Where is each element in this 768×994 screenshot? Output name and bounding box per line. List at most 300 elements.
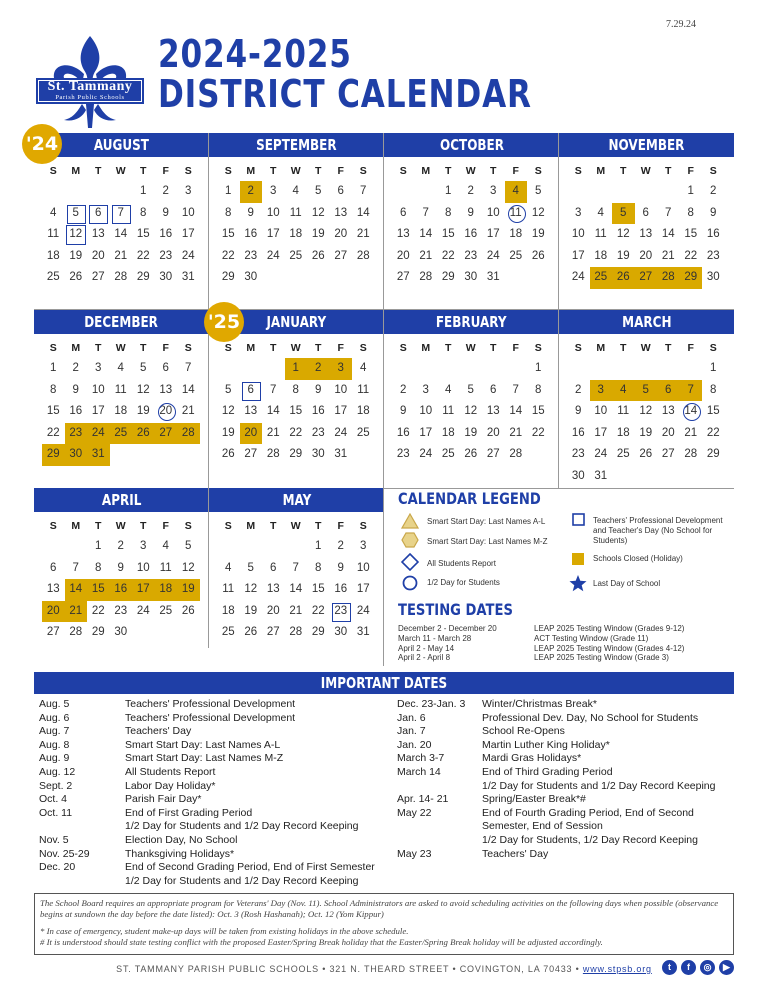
day-cell: 29 bbox=[289, 448, 303, 460]
day-cell: 4 bbox=[360, 362, 367, 374]
weekday-label: T bbox=[665, 342, 672, 354]
day-cell: 13 bbox=[91, 228, 105, 240]
weekday-label: S bbox=[49, 165, 57, 177]
day-cell: 11 bbox=[617, 405, 630, 417]
day-cell: 9 bbox=[117, 561, 124, 574]
important-date-row bbox=[397, 698, 597, 712]
day-cell: 17 bbox=[334, 405, 348, 417]
day-cell: 14 bbox=[289, 583, 303, 595]
day-grid bbox=[34, 161, 209, 289]
day-cell: 21 bbox=[289, 604, 303, 617]
day-cell: 25 bbox=[616, 448, 630, 460]
important-date-row bbox=[397, 834, 698, 848]
day-cell: 20 bbox=[240, 423, 263, 445]
day-cell: 29 bbox=[706, 448, 720, 460]
day-cell: 16 bbox=[396, 426, 410, 439]
day-cell: 13 bbox=[639, 228, 653, 240]
day-cell: 10 bbox=[266, 206, 280, 219]
month-header bbox=[559, 310, 734, 334]
testing-date: December 2 - December 20 bbox=[398, 624, 497, 633]
important-date-row bbox=[397, 807, 694, 821]
day-cell: 28 bbox=[657, 267, 680, 289]
empty-cell bbox=[217, 358, 240, 380]
month-header bbox=[34, 310, 209, 334]
important-event: Mardi Gras Holidays* bbox=[482, 752, 582, 765]
day-cell: 14 bbox=[419, 228, 433, 240]
empty-cell bbox=[590, 358, 613, 380]
weekday-label: W bbox=[290, 342, 301, 354]
empty-cell bbox=[285, 536, 308, 558]
day-cell: 8 bbox=[687, 206, 694, 219]
important-event: Thanksgiving Holidays* bbox=[125, 847, 235, 860]
important-date-row bbox=[39, 807, 252, 821]
day-cell: 22 ★ bbox=[307, 601, 330, 623]
day-cell: 6 bbox=[642, 206, 649, 219]
day-cell: 21 bbox=[661, 249, 675, 262]
day-cell: 30 bbox=[706, 271, 720, 283]
day-cell: 22 bbox=[46, 426, 60, 439]
important-date: Aug. 9 bbox=[39, 752, 70, 765]
important-date-row bbox=[397, 780, 715, 794]
month-header bbox=[384, 310, 559, 334]
day-cell: 30 bbox=[334, 626, 348, 638]
day-cell: 31 bbox=[486, 271, 500, 283]
month-april bbox=[34, 488, 209, 644]
day-cell: 29 bbox=[680, 267, 703, 289]
triangle-legend-icon bbox=[401, 513, 419, 529]
important-event: Election Day, No School bbox=[125, 834, 238, 846]
month-name: MAY bbox=[282, 491, 311, 509]
legend-schools-closed: Schools Closed (Holiday) bbox=[593, 554, 683, 563]
month-header bbox=[209, 133, 384, 157]
important-event: Labor Day Holiday* bbox=[125, 779, 216, 792]
weekday-label: T bbox=[445, 165, 452, 177]
day-cell: 31 bbox=[181, 271, 195, 283]
day-cell: 21 bbox=[419, 249, 433, 262]
important-event: Professional Dev. Day, No School for Students bbox=[482, 711, 699, 724]
diamond-legend-icon bbox=[401, 553, 419, 571]
month-header bbox=[209, 488, 384, 512]
day-cell: 17 bbox=[266, 228, 280, 240]
day-cell: 1 bbox=[225, 185, 232, 197]
important-date-row bbox=[39, 698, 295, 712]
weekday-label: M bbox=[596, 342, 606, 354]
weekday-label: M bbox=[246, 520, 256, 532]
weekday-label: T bbox=[315, 165, 322, 177]
day-cell: 1 bbox=[95, 540, 102, 552]
day-cell: 26 bbox=[69, 271, 83, 283]
important-event: Spring/Easter Break*# bbox=[482, 793, 586, 806]
important-date-row bbox=[39, 875, 358, 889]
legend-smart-start-mz: Smart Start Day: Last Names M-Z bbox=[427, 537, 548, 546]
day-cell: 14 bbox=[661, 228, 675, 240]
month-february bbox=[384, 310, 559, 466]
weekday-label: M bbox=[246, 165, 256, 177]
day-cell: 27 bbox=[155, 423, 178, 445]
day-cell: 7 bbox=[680, 380, 703, 402]
day-cell: 15 bbox=[311, 583, 325, 595]
day-cell: 14 bbox=[181, 383, 195, 396]
important-event: End of Fourth Grading Period, End of Second bbox=[482, 806, 694, 819]
day-cell: 15 bbox=[706, 405, 720, 417]
day-cell: 17 bbox=[419, 426, 433, 439]
weekday-label: S bbox=[574, 165, 582, 177]
day-cell: 2 bbox=[307, 358, 330, 380]
month-may bbox=[209, 488, 384, 644]
day-cell: 22 bbox=[706, 426, 720, 439]
day-cell: 12 bbox=[639, 405, 653, 417]
day-cell: 21 bbox=[181, 405, 195, 417]
day-cell: 16 bbox=[464, 228, 478, 240]
weekday-label: S bbox=[709, 342, 717, 354]
footer-address bbox=[0, 964, 768, 974]
day-cell: 6 bbox=[400, 206, 407, 219]
day-cell: 13 bbox=[244, 405, 258, 417]
important-event: 1/2 Day for Students and 1/2 Day Record Keeping bbox=[482, 779, 716, 792]
weekday-label: S bbox=[534, 165, 542, 177]
month-name: SEPTEMBER bbox=[256, 136, 337, 154]
day-cell: 27 bbox=[46, 626, 60, 638]
empty-cell bbox=[392, 358, 415, 380]
day-cell: 7 bbox=[512, 383, 519, 396]
weekday-label: M bbox=[246, 342, 256, 354]
testing-date: April 2 - April 8 bbox=[398, 653, 451, 663]
day-cell: 15 bbox=[87, 579, 110, 601]
footnote-makeup-days: * In case of emergency, student make-up days will be taken from existing holidays in the above schedule. bbox=[40, 925, 409, 936]
empty-cell bbox=[460, 358, 483, 380]
day-cell: 14 bbox=[65, 579, 88, 601]
empty-cell bbox=[65, 536, 88, 558]
day-grid bbox=[209, 338, 384, 466]
empty-cell bbox=[612, 181, 635, 203]
day-cell: 13 bbox=[159, 383, 173, 396]
day-cell: 2 bbox=[162, 185, 169, 197]
day-cell: 21 bbox=[356, 228, 370, 240]
important-event: Teachers' Day bbox=[482, 847, 549, 860]
important-date: March 3-7 bbox=[397, 752, 445, 765]
day-cell: 27 bbox=[91, 271, 105, 283]
day-cell: 12 bbox=[244, 583, 258, 595]
day-grid bbox=[34, 338, 209, 466]
day-cell: 1 bbox=[687, 185, 694, 197]
day-cell: 12 bbox=[181, 561, 195, 574]
month-october bbox=[384, 133, 559, 289]
important-date: Nov. 25-29 bbox=[39, 847, 90, 860]
day-cell: 1 bbox=[285, 358, 308, 380]
day-cell: 29 bbox=[441, 271, 455, 283]
important-event: Teachers' Day bbox=[125, 725, 192, 738]
footer-text: ST. TAMMANY PARISH PUBLIC SCHOOLS • 321 N. THEARD STREET • COVINGTON, LA 70433 • bbox=[116, 964, 583, 974]
day-cell: 10 bbox=[136, 561, 150, 574]
twitter-icon[interactable]: t bbox=[662, 960, 677, 975]
day-cell: 8 bbox=[132, 203, 155, 225]
legend-teachers-pd: Teachers' Professional Development and Teacher's Day (No School for Students) bbox=[593, 516, 723, 545]
weekday-label: T bbox=[490, 165, 497, 177]
day-cell: 7 bbox=[422, 206, 429, 219]
day-cell: 6 bbox=[162, 362, 169, 374]
important-date: Aug. 6 bbox=[39, 711, 70, 724]
day-cell: 19 bbox=[244, 604, 258, 617]
month-name: NOVEMBER bbox=[608, 136, 685, 154]
day-cell: 9 bbox=[710, 206, 717, 219]
weekday-label: S bbox=[359, 520, 367, 532]
empty-cell bbox=[42, 181, 65, 203]
important-date-row bbox=[397, 766, 613, 780]
day-cell: 7 bbox=[270, 383, 277, 396]
empty-cell bbox=[657, 181, 680, 203]
weekday-label: F bbox=[162, 165, 169, 177]
weekday-label: T bbox=[270, 342, 277, 354]
day-cell: 5 bbox=[315, 185, 322, 197]
youtube-icon[interactable]: ▶ bbox=[719, 960, 734, 975]
day-cell: 2 bbox=[240, 181, 263, 203]
day-cell: 30 bbox=[65, 444, 88, 466]
empty-cell bbox=[240, 358, 263, 380]
day-cell: 1 bbox=[710, 362, 717, 374]
weekday-label: T bbox=[620, 342, 627, 354]
day-cell: 10 bbox=[334, 383, 348, 396]
weekday-label: F bbox=[162, 342, 169, 354]
empty-cell bbox=[415, 358, 438, 380]
day-cell: 5 bbox=[65, 203, 88, 225]
day-cell: 5 bbox=[467, 383, 474, 396]
day-grid bbox=[209, 161, 384, 289]
day-cell: 15 bbox=[46, 405, 60, 417]
weekday-label: S bbox=[49, 342, 57, 354]
day-cell: 15 bbox=[441, 228, 455, 240]
weekday-label: T bbox=[95, 165, 102, 177]
page-title bbox=[158, 34, 532, 114]
website-link[interactable]: www.stpsb.org bbox=[582, 964, 652, 974]
day-cell: 16 bbox=[571, 426, 585, 439]
day-cell: 20 bbox=[266, 604, 280, 617]
day-cell: 17 bbox=[181, 228, 195, 240]
day-cell: 29 bbox=[136, 271, 150, 283]
weekday-label: T bbox=[95, 520, 102, 532]
star-legend-icon bbox=[569, 574, 587, 592]
day-cell: 22 bbox=[221, 249, 235, 262]
empty-cell bbox=[262, 536, 285, 558]
day-cell: 26 bbox=[132, 423, 155, 445]
month-name: OCTOBER bbox=[439, 136, 504, 154]
day-cell: 3 bbox=[575, 206, 582, 219]
circle-legend-icon bbox=[402, 575, 418, 591]
day-cell: 3 bbox=[270, 185, 277, 197]
day-cell: 3 bbox=[490, 185, 497, 197]
testing-dates-title: TESTING DATES bbox=[398, 600, 513, 619]
day-cell: 12 bbox=[311, 206, 325, 219]
testing-window: LEAP 2025 Testing Window (Grade 3) bbox=[534, 653, 669, 663]
day-cell: 20 bbox=[91, 249, 105, 262]
day-cell: 16 bbox=[110, 579, 133, 601]
empty-cell bbox=[567, 181, 590, 203]
title-years: 2024-2025 bbox=[158, 32, 352, 76]
day-cell: 28 bbox=[289, 626, 303, 638]
day-cell: 7 bbox=[72, 561, 79, 574]
empty-cell bbox=[392, 181, 415, 203]
facebook-icon[interactable]: f bbox=[681, 960, 696, 975]
day-cell: 16 bbox=[334, 583, 348, 595]
weekday-label: S bbox=[709, 165, 717, 177]
day-cell: 4 bbox=[612, 380, 635, 402]
weekday-label: T bbox=[140, 165, 147, 177]
important-date: Aug. 12 bbox=[39, 766, 76, 778]
weekday-label: T bbox=[315, 342, 322, 354]
day-cell: 28 bbox=[419, 271, 433, 283]
day-cell: 17 bbox=[486, 228, 500, 240]
weekday-label: T bbox=[140, 342, 147, 354]
testing-window: LEAP 2025 Testing Window (Grades 9-12) bbox=[534, 624, 685, 633]
day-cell: 12 bbox=[531, 206, 545, 219]
day-cell: 23 bbox=[396, 448, 410, 460]
day-cell: 21 bbox=[266, 426, 280, 439]
important-dates-title: IMPORTANT DATES bbox=[320, 674, 448, 692]
day-cell: 1 bbox=[315, 540, 322, 552]
logo-name: St. Tammany bbox=[47, 79, 133, 94]
day-cell: 28 bbox=[177, 423, 200, 445]
important-date-row bbox=[397, 752, 581, 766]
day-cell: 2 bbox=[575, 383, 582, 396]
empty-cell bbox=[567, 358, 590, 380]
day-cell: 23 bbox=[311, 426, 325, 439]
legend-last-day: Last Day of School bbox=[593, 579, 661, 588]
important-date-row bbox=[39, 739, 280, 753]
legend-title: CALENDAR LEGEND bbox=[398, 489, 541, 508]
day-cell: 21 bbox=[509, 426, 523, 439]
testing-window: ACT Testing Window (Grade 11) bbox=[534, 633, 649, 643]
day-cell: 20 bbox=[661, 426, 675, 439]
empty-cell bbox=[657, 358, 680, 380]
day-cell: 19 bbox=[531, 228, 545, 240]
weekday-label: W bbox=[115, 520, 126, 532]
important-date: May 23 bbox=[397, 847, 432, 860]
day-cell: 27 bbox=[661, 448, 675, 460]
empty-cell bbox=[240, 536, 263, 558]
footnote-veterans: The School Board requires an appropriate program for Veterans' Day (Nov. 11). School Administrators are asked to avoid scheduling activities on the following days when possible (observance begins at sundown the day before the date listed): Oct. 3 (Rosh Hashanah); Oct. 12 (Yom Kippur) bbox=[40, 898, 719, 920]
weekday-label: S bbox=[574, 342, 582, 354]
weekday-label: T bbox=[270, 520, 277, 532]
legend-smart-start-al: Smart Start Day: Last Names A-L bbox=[427, 517, 546, 526]
day-cell: 30 bbox=[464, 271, 478, 283]
day-cell: 5 bbox=[225, 383, 232, 396]
important-event: End of Third Grading Period bbox=[482, 766, 613, 778]
day-cell: 18 bbox=[594, 249, 608, 262]
day-cell: 5 bbox=[140, 362, 147, 374]
weekday-label: T bbox=[95, 342, 102, 354]
day-cell: 15 bbox=[531, 405, 545, 417]
day-cell: 24 bbox=[356, 604, 370, 617]
day-cell: 4 bbox=[597, 206, 604, 219]
month-november bbox=[559, 133, 734, 289]
day-cell: 4 bbox=[292, 185, 299, 197]
day-cell: 19 bbox=[616, 249, 630, 262]
important-event: 1/2 Day for Students and 1/2 Day Record Keeping bbox=[125, 874, 359, 887]
day-cell: 21 bbox=[114, 249, 128, 262]
day-cell: 12 bbox=[136, 383, 150, 396]
day-cell: 28 bbox=[509, 448, 523, 460]
weekday-label: S bbox=[224, 342, 232, 354]
day-cell: 11 bbox=[505, 203, 528, 225]
day-cell: 2 bbox=[72, 362, 79, 374]
day-cell: 26 bbox=[244, 626, 258, 638]
important-date-row bbox=[39, 793, 201, 807]
weekday-label: F bbox=[512, 165, 519, 177]
day-cell: 5 bbox=[535, 185, 542, 197]
day-cell: 29 bbox=[221, 271, 235, 283]
empty-cell bbox=[262, 358, 285, 380]
day-cell: 13 bbox=[334, 206, 348, 219]
legend-half-day: 1/2 Day for Students bbox=[427, 578, 500, 587]
day-cell: 27 bbox=[334, 249, 348, 262]
day-cell: 26 bbox=[311, 249, 325, 262]
day-cell: 21 bbox=[65, 601, 88, 623]
empty-cell bbox=[42, 536, 65, 558]
day-cell: 8 bbox=[95, 561, 102, 574]
day-cell: 4 bbox=[505, 181, 528, 203]
important-date: Apr. 14- 21 bbox=[397, 793, 449, 806]
day-cell: 4 bbox=[445, 383, 452, 396]
important-date-row bbox=[39, 820, 358, 834]
weekday-label: F bbox=[512, 342, 519, 354]
day-cell: 11 bbox=[159, 561, 172, 574]
day-cell: 31 bbox=[87, 444, 110, 466]
month-header bbox=[559, 133, 734, 157]
weekday-label: T bbox=[665, 165, 672, 177]
weekday-label: T bbox=[140, 520, 147, 532]
day-cell: 11 bbox=[442, 405, 455, 417]
day-cell: 4 bbox=[117, 362, 124, 374]
weekday-label: S bbox=[184, 520, 192, 532]
day-cell: 28 bbox=[356, 249, 370, 262]
weekday-label: S bbox=[399, 165, 407, 177]
day-cell: 27 bbox=[486, 448, 500, 460]
day-cell: 18 bbox=[616, 426, 630, 439]
day-cell: 23 bbox=[159, 249, 173, 262]
day-cell: 16 bbox=[69, 405, 83, 417]
important-event: School Re-Opens bbox=[482, 725, 565, 738]
day-cell: 29 bbox=[91, 626, 105, 638]
day-cell: 14 bbox=[356, 206, 370, 219]
day-cell: 22 bbox=[91, 604, 105, 617]
day-cell: 25 bbox=[356, 426, 370, 439]
weekday-label: M bbox=[71, 520, 81, 532]
important-date: Oct. 4 bbox=[39, 793, 68, 806]
important-date-row bbox=[39, 848, 234, 862]
important-date: Jan. 20 bbox=[397, 738, 432, 751]
day-cell: 13 bbox=[46, 583, 60, 595]
important-date: May 22 bbox=[397, 806, 432, 819]
empty-cell bbox=[217, 536, 240, 558]
day-cell: 11 bbox=[594, 228, 607, 240]
important-date-row bbox=[397, 793, 586, 807]
day-cell: 6 bbox=[490, 383, 497, 396]
day-grid bbox=[209, 516, 384, 644]
testing-date: April 2 - May 14 bbox=[398, 643, 455, 653]
day-cell: 16 bbox=[159, 228, 173, 240]
day-cell: 24 bbox=[594, 448, 608, 460]
instagram-icon[interactable]: ◎ bbox=[700, 960, 715, 975]
day-cell: 6 bbox=[50, 561, 57, 574]
weekday-label: T bbox=[270, 165, 277, 177]
day-cell: 13 bbox=[661, 405, 675, 417]
day-cell: 20 bbox=[334, 228, 348, 240]
day-cell: 14 bbox=[114, 228, 128, 240]
day-cell: 24 bbox=[181, 249, 195, 262]
testing-date: March 11 - March 28 bbox=[398, 633, 472, 643]
month-name: AUGUST bbox=[93, 136, 150, 154]
day-cell: 25 bbox=[110, 423, 133, 445]
important-date-row bbox=[39, 712, 295, 726]
